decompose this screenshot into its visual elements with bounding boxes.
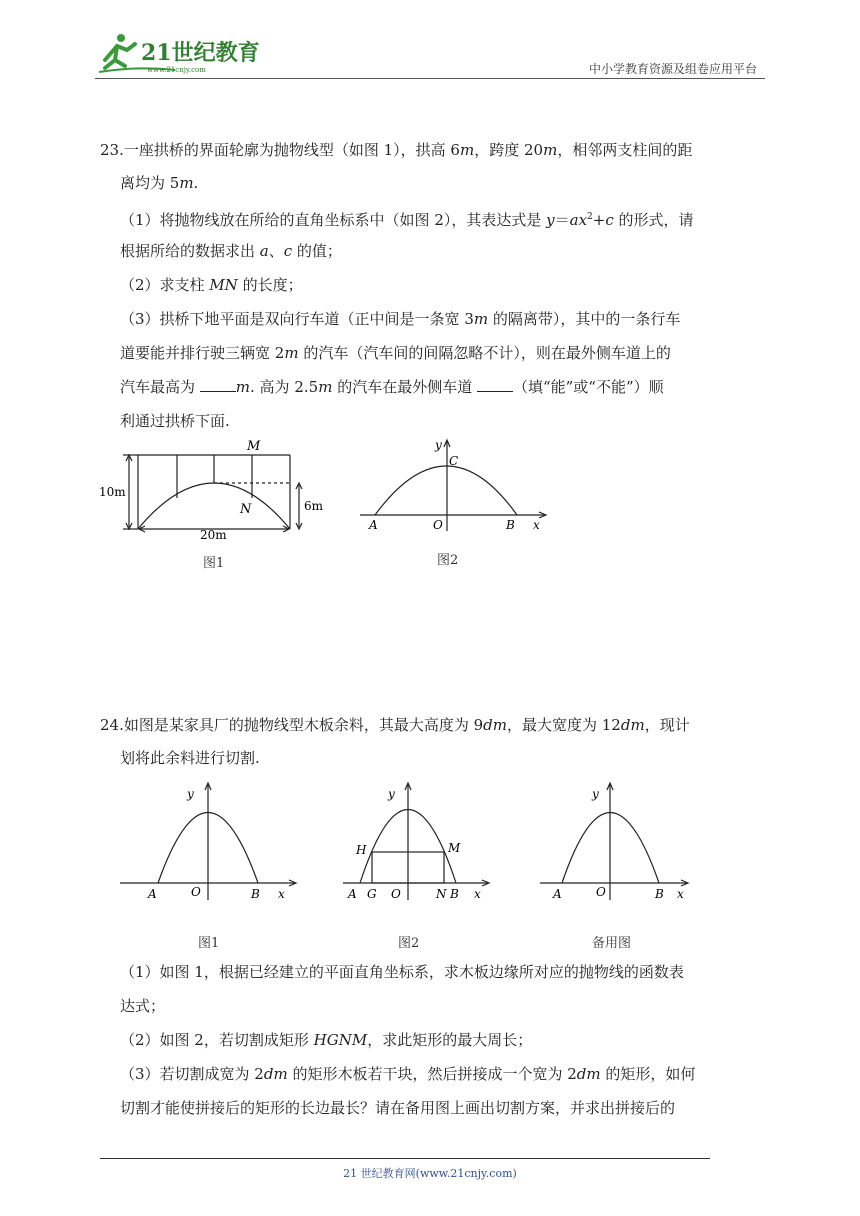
label-B: B xyxy=(251,887,260,901)
axis-x-label: x xyxy=(474,887,481,901)
q24-part2: （2）如图 2，若切割成矩形 HGNM，求此矩形的最大周长； xyxy=(120,1031,533,1049)
q23-part3-line3: 汽车最高为 m. 高为 2.5m 的汽车在最外侧车道 （填“能”或“不能”）顺 xyxy=(120,378,664,396)
axis-y-label: y xyxy=(435,438,442,452)
page-header xyxy=(95,30,765,80)
q24-figure1 xyxy=(115,780,305,905)
logo xyxy=(95,30,265,78)
q23-part3-line4: 利通过拱桥下面. xyxy=(120,412,230,430)
label-N: N xyxy=(436,887,447,901)
q23-line1: 23.一座拱桥的界面轮廓为抛物线型（如图 1），拱高 6m，跨度 20m，相邻两支柱间的距 xyxy=(100,141,693,159)
label-B: B xyxy=(450,887,459,901)
q23-fig1-caption: 图1 xyxy=(203,556,225,571)
label-B: B xyxy=(506,518,515,532)
q24-line1: 24.如图是某家具厂的抛物线型木板余料，其最大高度为 9dm，最大宽度为 12dm，现计 xyxy=(100,716,690,734)
label-A: A xyxy=(148,887,157,901)
label-O: O xyxy=(191,885,201,899)
q24-spare-caption: 备用图 xyxy=(592,936,632,951)
label-10m: 10m xyxy=(99,485,126,499)
footer-divider xyxy=(100,1158,710,1159)
platform-name: 中小学教育资源及组卷应用平台 xyxy=(588,62,757,76)
axis-x-label: x xyxy=(677,887,684,901)
q24-spare-figure xyxy=(535,780,695,905)
label-O: O xyxy=(391,887,401,901)
footer-text: 21 世纪教育网(www.21cnjy.com) xyxy=(343,1167,517,1180)
q23-line2: 离均为 5m. xyxy=(120,174,199,192)
logo-url: www.21cnjy.com xyxy=(147,66,206,74)
axis-x-label: x xyxy=(278,887,285,901)
axis-y-label: y xyxy=(187,787,194,801)
q23-fig2-caption: 图2 xyxy=(437,553,459,568)
label-G: G xyxy=(367,887,377,901)
axis-x-label: x xyxy=(533,518,540,532)
answer-blank-2[interactable] xyxy=(477,377,513,392)
label-6m: 6m xyxy=(304,499,324,513)
q23-part1-line2: 根据所给的数据求出 a、c 的值； xyxy=(120,242,342,260)
header-divider xyxy=(95,78,765,79)
q24-figure2 xyxy=(338,780,498,905)
label-M: M xyxy=(247,439,261,454)
label-M: M xyxy=(448,841,461,855)
q24-part3-line1: （3）若切割成宽为 2dm 的矩形木板若干块，然后拼接成一个宽为 2dm 的矩形，如何 xyxy=(120,1065,696,1083)
label-A: A xyxy=(369,518,378,532)
answer-blank-1[interactable] xyxy=(200,377,236,392)
q23-figure1 xyxy=(95,435,335,540)
label-B: B xyxy=(655,887,664,901)
label-A: A xyxy=(553,887,562,901)
q23-part2: （2）求支柱 MN 的长度； xyxy=(120,276,303,294)
label-N: N xyxy=(240,502,252,517)
q24-line2: 划将此余料进行切割. xyxy=(120,749,260,767)
q23-part3-line1: （3）拱桥下地平面是双向行车道（正中间是一条宽 3m 的隔离带），其中的一条行车 xyxy=(120,310,681,328)
logo-text: 21世纪教育 xyxy=(141,40,260,66)
label-O: O xyxy=(433,518,443,532)
label-O: O xyxy=(596,885,606,899)
q24-fig1-caption: 图1 xyxy=(198,936,220,951)
q23-part1-line1: （1）将抛物线放在所给的直角坐标系中（如图 2），其表达式是 $y=ax^2+c$ 的形式，请 xyxy=(120,211,694,229)
label-H: H xyxy=(356,843,367,857)
q24-part3-line2: 切割才能使拼接后的矩形的长边最长？请在备用图上画出切割方案，并求出拼接后的 xyxy=(120,1099,676,1117)
q24-part1-line2: 达式； xyxy=(120,997,166,1015)
q23-figure2 xyxy=(355,435,555,535)
axis-y-label: y xyxy=(388,787,395,801)
label-20m: 20m xyxy=(200,528,227,540)
label-A: A xyxy=(348,887,357,901)
q24-fig2-caption: 图2 xyxy=(398,936,420,951)
axis-y-label: y xyxy=(592,787,599,801)
q23-part3-line2: 道要能并排行驶三辆宽 2m 的汽车（汽车间的间隔忽略不计），则在最外侧车道上的 xyxy=(120,344,671,362)
q24-part1-line1: （1）如图 1，根据已经建立的平面直角坐标系，求木板边缘所对应的抛物线的函数表 xyxy=(120,963,684,981)
label-C: C xyxy=(449,454,459,468)
